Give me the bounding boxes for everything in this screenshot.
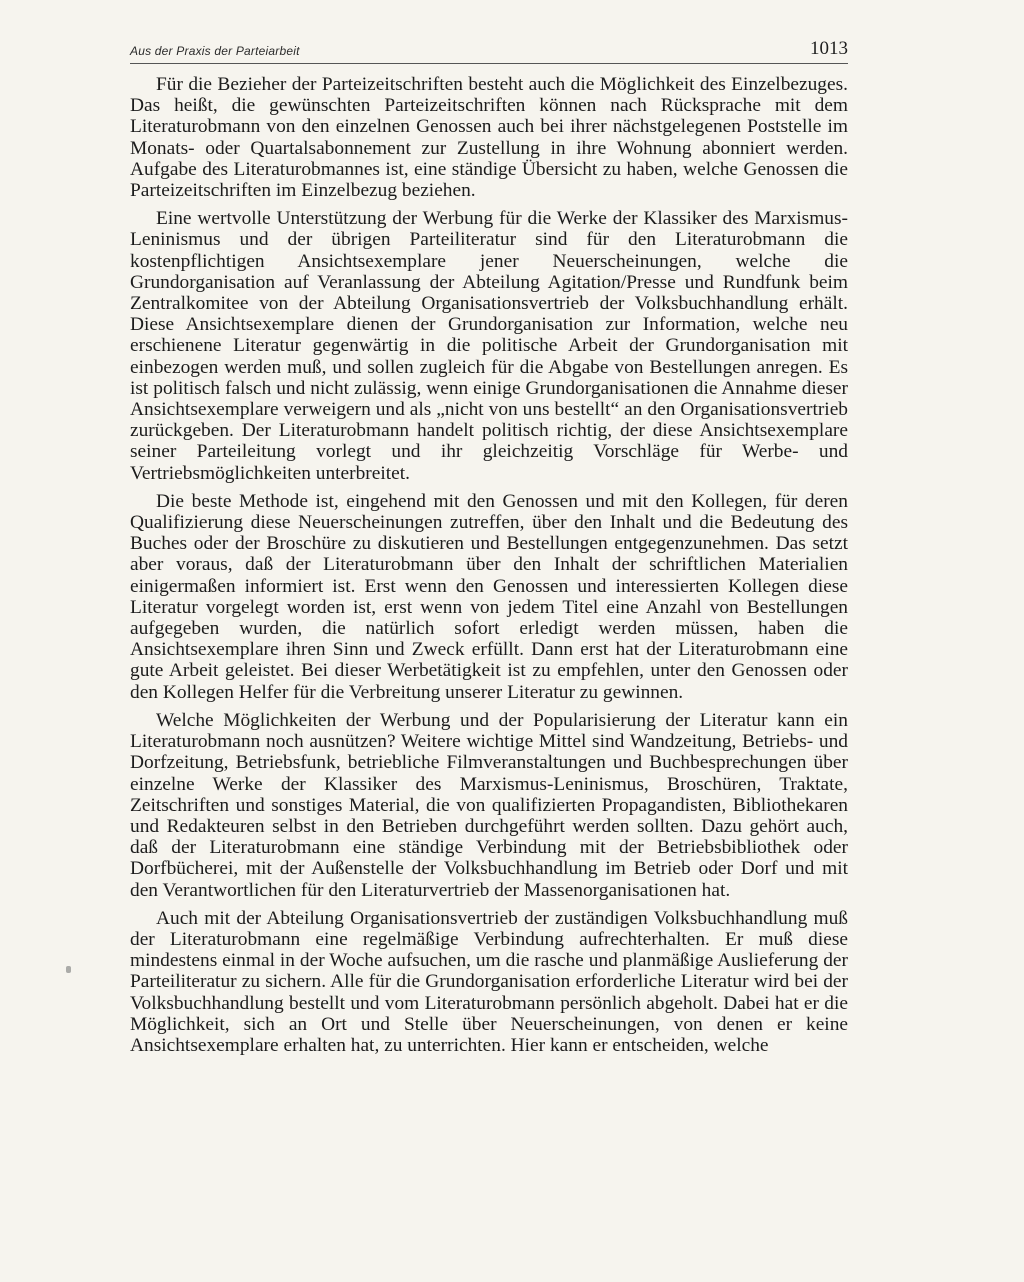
- margin-speck: [66, 966, 71, 973]
- paragraph: Welche Möglichkeiten der Werbung und der Popularisierung der Literatur kann ein Literaturobmann noch ausnützen? Weitere wichtige Mittel sind Wandzeitung, Betriebs- und Dorfzeitung, Betriebsfunk, betriebliche Filmveranstaltungen und Buchbesprechungen über einzelne Werke der Klassiker des Marxismus-Leninismus, Broschüren, Traktate, Zeitschriften und sonstiges Material, die von qualifizierten Propagandisten, Bibliothekaren und Redakteuren selbst in den Betrieben durchgeführt werden sollten. Dazu gehört auch, daß der Literaturobmann eine ständige Verbindung mit der Betriebsbibliothek oder Dorfbücherei, mit der Außenstelle der Volksbuchhandlung im Betrieb oder Dorf und mit den Verantwortlichen für den Literaturvertrieb der Massenorganisationen hat.: [130, 709, 848, 901]
- paragraph: Eine wertvolle Unterstützung der Werbung für die Werke der Klassiker des Marxismus-Leninismus und der übrigen Parteiliteratur sind für den Literaturobmann die kostenpflichtigen Ansichtsexemplare jener Neuerscheinungen, welche die Grundorganisation auf Veranlassung der Abteilung Agitation/Presse und Rundfunk beim Zentralkomitee von der Abteilung Organisationsvertrieb der Volksbuchhandlung erhält. Diese Ansichtsexemplare dienen der Grundorganisation zur Information, welche neu erschienene Literatur gegenwärtig in die politische Arbeit der Grundorganisation mit einbezogen werden muß, und sollen zugleich für die Abgabe von Bestellungen anregen. Es ist politisch falsch und nicht zulässig, wenn einige Grundorganisationen die Annahme dieser Ansichtsexemplare verweigern und als „nicht von uns bestellt“ an den Organisationsvertrieb zurückgeben. Der Literaturobmann handelt politisch richtig, der diese Ansichtsexemplare seiner Parteileitung vorlegt und ihr gleichzeitig Vorschläge für Werbe- und Vertriebsmöglichkeiten unterbreitet.: [130, 208, 848, 484]
- running-title: Aus der Praxis der Parteiarbeit: [130, 44, 300, 58]
- paragraph: Für die Bezieher der Parteizeitschriften besteht auch die Möglichkeit des Einzelbezuges. Das heißt, die gewünschten Parteizeitschriften können nach Rücksprache mit dem Literaturobmann von den einzelnen Genossen auch bei ihrer nächstgelegenen Poststelle im Monats- oder Quartalsabonnement zur Zustellung in ihre Wohnung abonniert werden. Aufgabe des Literaturobmannes ist, eine ständige Übersicht zu haben, welche Genossen die Parteizeitschriften im Einzelbezug beziehen.: [130, 74, 848, 202]
- page-number: 1013: [810, 38, 848, 59]
- paragraph: Auch mit der Abteilung Organisationsvertrieb der zuständigen Volksbuchhandlung muß der Literaturobmann eine regelmäßige Verbindung aufrechterhalten. Er muß diese mindestens einmal in der Woche aufsuchen, um die rasche und planmäßige Auslieferung der Parteiliteratur zu sichern. Alle für die Grundorganisation erforderliche Literatur wird bei der Volksbuchhandlung bestellt und vom Literaturobmann persönlich abgeholt. Dabei hat er die Möglichkeit, sich an Ort und Stelle über Neuerscheinungen, von denen er keine Ansichtsexemplare erhalten hat, zu unterrichten. Hier kann er entscheiden, welche: [130, 907, 848, 1056]
- body-text: [130, 74, 848, 1063]
- header-rule: [130, 63, 848, 64]
- paragraph: Die beste Methode ist, eingehend mit den Genossen und mit den Kollegen, für deren Qualifizierung diese Neuerscheinungen zutreffen, über den Inhalt und die Bedeutung des Buches oder der Broschüre zu diskutieren und Bestellungen entgegenzunehmen. Das setzt aber voraus, daß der Literaturobmann über den Inhalt der schriftlichen Materialien einigermaßen informiert ist. Erst wenn den Genossen und interessierten Kollegen diese Literatur vorgelegt worden ist, erst wenn von jedem Titel eine Anzahl von Bestellungen aufgegeben wurden, die natürlich sofort erledigt werden müssen, haben die Ansichtsexemplare ihren Sinn und Zweck erfüllt. Dann erst hat der Literaturobmann eine gute Arbeit geleistet. Bei dieser Werbetätigkeit ist zu empfehlen, unter den Genossen oder den Kollegen Helfer für die Verbreitung unserer Literatur zu gewinnen.: [130, 490, 848, 703]
- running-head: [130, 38, 848, 64]
